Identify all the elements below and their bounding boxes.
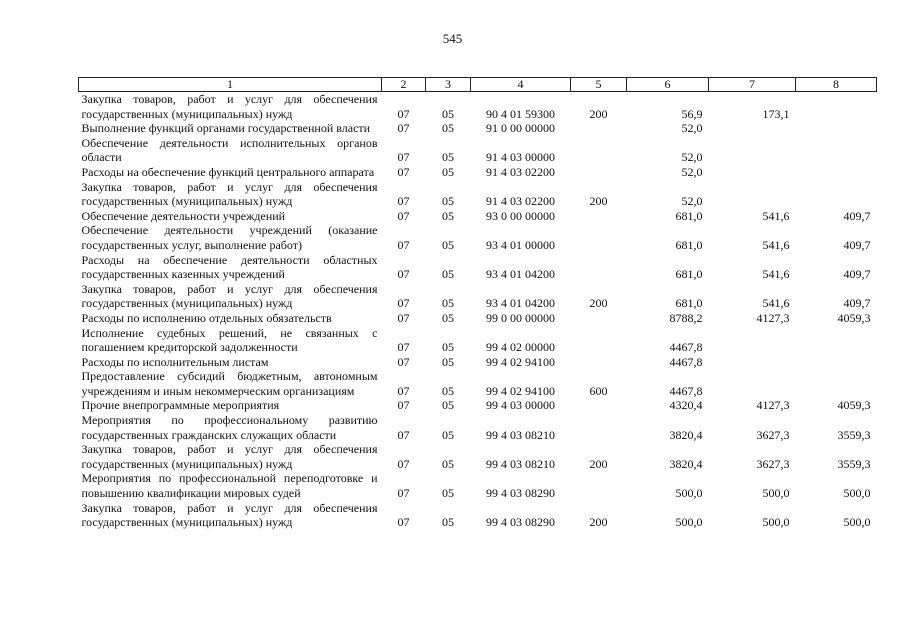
row-amount-3 — [796, 326, 877, 355]
row-subsection: 05 — [442, 486, 454, 501]
row-target-code: 93 4 01 04200 — [486, 267, 555, 282]
row-amount-1: 681,0 — [675, 267, 703, 282]
row-amount-1: 52,0 — [681, 164, 703, 179]
row-target-code: 91 4 03 02200 — [486, 194, 555, 209]
row-name: Закупка товаров, работ и услуг для обеспечения государственных (муниципальных) нужд — [81, 179, 378, 209]
row-name: Мероприятия по профессиональному развитию государственных гражданских служащих области — [81, 413, 378, 442]
table-row — [79, 136, 877, 165]
row-expense-type — [571, 209, 627, 224]
row-amount-1: 52,0 — [681, 121, 703, 136]
row-target-code: 93 4 01 00000 — [486, 237, 555, 252]
row-target-code: 99 4 03 08290 — [486, 486, 555, 501]
row-subsection: 05 — [442, 383, 454, 398]
row-amount-3: 500,0 — [843, 486, 871, 501]
header-col-2: 2 — [382, 78, 426, 92]
row-expense-type — [571, 136, 627, 165]
row-subsection: 05 — [442, 296, 454, 311]
row-target-code: 91 4 03 02200 — [486, 164, 555, 179]
row-amount-1: 52,0 — [681, 194, 703, 209]
row-amount-2 — [709, 369, 796, 398]
row-expense-type — [571, 311, 627, 326]
row-amount-3: 409,7 — [843, 296, 871, 311]
row-subsection: 05 — [442, 456, 454, 471]
row-section: 07 — [397, 164, 410, 179]
row-section: 07 — [397, 340, 410, 355]
budget-table — [78, 77, 877, 530]
row-subsection: 05 — [442, 194, 454, 209]
table-row — [79, 311, 877, 326]
row-amount-3: 500,0 — [843, 515, 871, 530]
row-name: Расходы по исполнительным листам — [81, 354, 269, 369]
row-amount-2 — [709, 355, 796, 370]
row-amount-1: 4467,8 — [669, 340, 703, 355]
table-row — [79, 501, 877, 530]
row-target-code: 99 0 00 00000 — [486, 310, 555, 325]
row-name: Закупка товаров, работ и услуг для обеспечения государственных (муниципальных) нужд — [81, 500, 378, 530]
row-name: Расходы на обеспечение деятельности областных государственных казенных учреждений — [81, 252, 378, 282]
row-amount-3: 409,7 — [843, 237, 871, 252]
page-number: 545 — [442, 31, 463, 46]
row-expense-type — [571, 121, 627, 136]
row-amount-2: 3627,3 — [756, 427, 790, 442]
table-body — [79, 92, 877, 530]
row-subsection: 05 — [442, 150, 454, 165]
row-amount-3: 3559,3 — [837, 456, 871, 471]
table-row — [79, 253, 877, 282]
row-amount-1: 4467,8 — [669, 354, 703, 369]
row-expense-type — [571, 355, 627, 370]
row-amount-1: 3820,4 — [669, 456, 703, 471]
row-amount-3 — [796, 121, 877, 136]
table-row — [79, 398, 877, 413]
row-target-code: 99 4 02 00000 — [486, 340, 555, 355]
row-target-code: 91 4 03 00000 — [486, 150, 555, 165]
row-amount-2 — [709, 121, 796, 136]
table-row — [79, 442, 877, 471]
row-amount-1: 52,0 — [681, 150, 703, 165]
row-target-code: 99 4 03 08210 — [486, 427, 555, 442]
header-col-4: 4 — [471, 78, 571, 92]
row-amount-2 — [709, 326, 796, 355]
row-amount-2: 541,6 — [762, 296, 790, 311]
row-target-code: 99 4 02 94100 — [486, 354, 555, 369]
row-expense-type: 200 — [589, 194, 608, 209]
row-name: Закупка товаров, работ и услуг для обеспечения государственных (муниципальных) нужд — [81, 281, 378, 311]
row-section: 07 — [397, 106, 410, 121]
row-target-code: 93 0 00 00000 — [486, 208, 555, 223]
table-row — [79, 180, 877, 209]
row-amount-1: 681,0 — [675, 208, 703, 223]
row-amount-1: 4320,4 — [669, 398, 703, 413]
row-section: 07 — [397, 486, 410, 501]
row-amount-1: 681,0 — [675, 296, 703, 311]
row-amount-1: 4467,8 — [669, 383, 703, 398]
header-col-3: 3 — [426, 78, 471, 92]
row-amount-2 — [709, 180, 796, 209]
row-amount-2 — [709, 136, 796, 165]
row-target-code: 99 4 03 08290 — [486, 515, 555, 530]
row-section: 07 — [397, 150, 410, 165]
row-amount-2: 4127,3 — [756, 310, 790, 325]
row-section: 07 — [397, 515, 410, 530]
row-expense-type: 200 — [589, 106, 608, 121]
row-amount-3 — [796, 355, 877, 370]
row-expense-type: 600 — [589, 383, 608, 398]
row-amount-2: 3627,3 — [756, 456, 790, 471]
row-amount-2: 173,1 — [762, 106, 790, 121]
row-subsection: 05 — [442, 398, 454, 413]
row-name: Прочие внепрограммные мероприятия — [81, 398, 280, 413]
row-expense-type — [571, 223, 627, 252]
row-amount-3 — [796, 165, 877, 180]
row-amount-3 — [796, 180, 877, 209]
row-expense-type — [571, 253, 627, 282]
row-amount-3 — [796, 92, 877, 122]
row-amount-3: 3559,3 — [837, 427, 871, 442]
row-expense-type — [571, 165, 627, 180]
row-amount-3: 409,7 — [843, 208, 871, 223]
row-subsection: 05 — [442, 121, 454, 136]
row-name: Обеспечение деятельности учреждений — [81, 208, 286, 223]
row-amount-3: 4059,3 — [837, 310, 871, 325]
row-expense-type — [571, 413, 627, 442]
row-name: Выполнение функций органами государственной власти — [81, 121, 371, 136]
row-target-code: 93 4 01 04200 — [486, 296, 555, 311]
table-row — [79, 355, 877, 370]
row-subsection: 05 — [442, 208, 454, 223]
header-col-7: 7 — [709, 78, 796, 92]
row-section: 07 — [397, 354, 410, 369]
row-amount-2: 4127,3 — [756, 398, 790, 413]
row-target-code: 99 4 02 94100 — [486, 383, 555, 398]
row-name: Закупка товаров, работ и услуг для обеспечения государственных (муниципальных) нужд — [81, 92, 378, 121]
row-name: Предоставление субсидий бюджетным, автономным учреждениям и иным некоммерческим организациям — [81, 369, 378, 398]
row-expense-type: 200 — [589, 456, 608, 471]
table-row — [79, 121, 877, 136]
row-amount-3: 409,7 — [843, 267, 871, 282]
row-section: 07 — [397, 208, 410, 223]
row-target-code: 90 4 01 59300 — [486, 106, 555, 121]
row-section: 07 — [397, 310, 410, 325]
row-amount-3: 4059,3 — [837, 398, 871, 413]
row-section: 07 — [397, 427, 410, 442]
row-section: 07 — [397, 237, 410, 252]
header-col-1: 1 — [79, 78, 382, 92]
row-subsection: 05 — [442, 106, 454, 121]
table-row — [79, 223, 877, 252]
row-name: Закупка товаров, работ и услуг для обеспечения государственных (муниципальных) нужд — [81, 442, 378, 471]
row-name: Исполнение судебных решений, не связанных с погашением кредиторской задолженности — [81, 325, 378, 355]
table-row — [79, 413, 877, 442]
row-amount-1: 8788,2 — [669, 310, 703, 325]
row-name: Расходы на обеспечение функций центрального аппарата — [81, 164, 375, 179]
row-section: 07 — [397, 398, 410, 413]
row-subsection: 05 — [442, 164, 454, 179]
row-subsection: 05 — [442, 340, 454, 355]
row-amount-1: 500,0 — [675, 486, 703, 501]
row-amount-1: 56,9 — [681, 106, 703, 121]
header-row — [79, 78, 877, 92]
header-col-8: 8 — [796, 78, 877, 92]
row-amount-2: 500,0 — [762, 515, 790, 530]
row-expense-type: 200 — [589, 515, 608, 530]
row-expense-type: 200 — [589, 296, 608, 311]
table-row — [79, 92, 877, 122]
row-section: 07 — [397, 194, 410, 209]
header-col-6: 6 — [627, 78, 709, 92]
row-section: 07 — [397, 383, 410, 398]
row-amount-2 — [709, 165, 796, 180]
row-section: 07 — [397, 121, 410, 136]
row-amount-2: 541,6 — [762, 208, 790, 223]
row-expense-type — [571, 398, 627, 413]
row-target-code: 99 4 03 08210 — [486, 456, 555, 471]
table-row — [79, 471, 877, 500]
row-name: Обеспечение деятельности исполнительных органов области — [81, 135, 378, 165]
row-amount-2: 541,6 — [762, 267, 790, 282]
row-target-code: 91 0 00 00000 — [486, 121, 555, 136]
row-section: 07 — [397, 267, 410, 282]
table-row — [79, 165, 877, 180]
row-target-code: 99 4 03 00000 — [486, 398, 555, 413]
row-amount-1: 500,0 — [675, 515, 703, 530]
row-name: Мероприятия по профессиональной переподготовке и повышению квалификации мировых судей — [81, 471, 378, 501]
row-subsection: 05 — [442, 267, 454, 282]
table-row — [79, 282, 877, 311]
row-subsection: 05 — [442, 354, 454, 369]
header-col-5: 5 — [571, 78, 627, 92]
row-amount-1: 3820,4 — [669, 427, 703, 442]
row-subsection: 05 — [442, 515, 454, 530]
row-name: Расходы по исполнению отдельных обязательств — [81, 310, 332, 325]
row-subsection: 05 — [442, 237, 454, 252]
row-subsection: 05 — [442, 310, 454, 325]
table-row — [79, 209, 877, 224]
row-amount-1: 681,0 — [675, 237, 703, 252]
table-row — [79, 369, 877, 398]
row-amount-2: 541,6 — [762, 237, 790, 252]
row-amount-2: 500,0 — [762, 486, 790, 501]
table-row — [79, 326, 877, 355]
row-expense-type — [571, 471, 627, 500]
row-section: 07 — [397, 296, 410, 311]
row-subsection: 05 — [442, 427, 454, 442]
row-section: 07 — [397, 456, 410, 471]
row-expense-type — [571, 326, 627, 355]
row-amount-3 — [796, 369, 877, 398]
row-amount-3 — [796, 136, 877, 165]
row-name: Обеспечение деятельности учреждений (оказание государственных услуг, выполнение работ) — [81, 223, 378, 252]
